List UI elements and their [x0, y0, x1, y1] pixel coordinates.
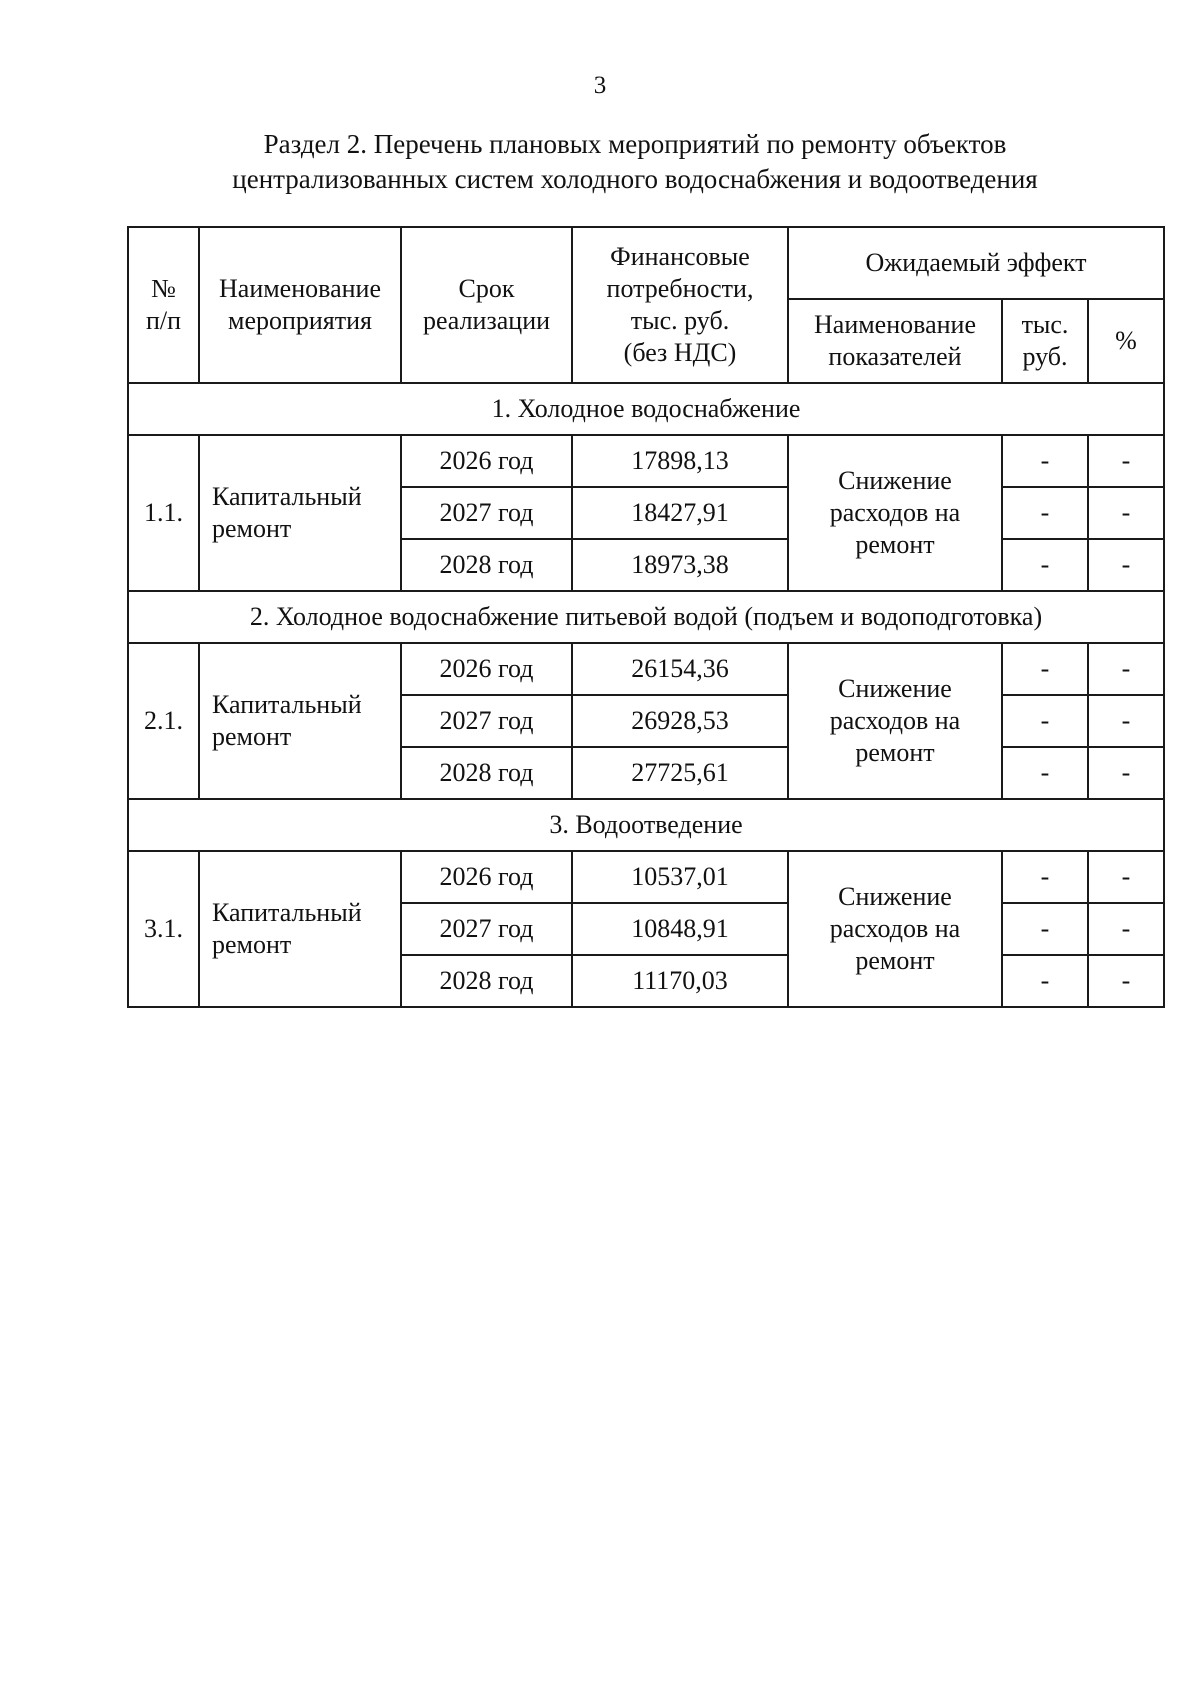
- year-cell: 2027 год: [401, 487, 572, 539]
- effect-cell: [788, 643, 1002, 799]
- item-number: 2.1.: [128, 643, 199, 799]
- section-title-cell: 3. Водоотведение: [128, 799, 1164, 851]
- percent-cell: -: [1088, 539, 1164, 591]
- table-row: [128, 851, 1164, 903]
- header-percent: %: [1088, 299, 1164, 383]
- header-financing-line-2: потребности,: [606, 274, 754, 303]
- amount-cell: 11170,03: [572, 955, 788, 1007]
- year-cell: 2028 год: [401, 955, 572, 1007]
- percent-cell: -: [1088, 643, 1164, 695]
- table-row: [128, 643, 1164, 695]
- thousand-cell: -: [1002, 955, 1088, 1007]
- header-num-line-2: п/п: [145, 306, 182, 335]
- thousand-cell: -: [1002, 903, 1088, 955]
- section-title-cell: 2. Холодное водоснабжение питьевой водой (подъем и водоподготовка): [128, 591, 1164, 643]
- section-row: [128, 799, 1164, 851]
- measures-table: [127, 226, 1165, 1008]
- section-title: [220, 127, 1050, 197]
- amount-cell: 27725,61: [572, 747, 788, 799]
- header-thousand-line-2: руб.: [1022, 342, 1068, 371]
- percent-cell: -: [1088, 851, 1164, 903]
- effect-line-3: ремонт: [855, 530, 935, 559]
- header-num: [128, 227, 199, 383]
- header-indicator-line-2: показателей: [828, 342, 962, 371]
- item-name-line-1: Капитальный: [212, 690, 362, 719]
- year-cell: 2027 год: [401, 903, 572, 955]
- thousand-cell: -: [1002, 851, 1088, 903]
- amount-cell: 10537,01: [572, 851, 788, 903]
- item-name-line-1: Капитальный: [212, 898, 362, 927]
- effect-line-1: Снижение: [838, 882, 952, 911]
- header-term-line-2: реализации: [422, 306, 551, 335]
- item-name-line-1: Капитальный: [212, 482, 362, 511]
- effect-cell: [788, 851, 1002, 1007]
- header-num-line-1: №: [151, 274, 176, 303]
- header-financing: [572, 227, 788, 383]
- item-name: [199, 851, 401, 1007]
- header-thousand-line-1: тыс.: [1021, 310, 1069, 339]
- percent-cell: -: [1088, 747, 1164, 799]
- amount-cell: 26154,36: [572, 643, 788, 695]
- effect-line-2: расходов на: [829, 498, 961, 527]
- section-title-line-2: централизованных систем холодного водоснабжения и водоотведения: [232, 164, 1038, 194]
- section-title-line-1: Раздел 2. Перечень плановых мероприятий по ремонту объектов: [263, 129, 1007, 159]
- item-name: [199, 643, 401, 799]
- header-expected-effect: Ожидаемый эффект: [788, 227, 1164, 299]
- effect-line-3: ремонт: [855, 946, 935, 975]
- thousand-cell: -: [1002, 487, 1088, 539]
- effect-line-1: Снижение: [838, 674, 952, 703]
- item-name-line-2: ремонт: [212, 930, 292, 959]
- percent-cell: -: [1088, 903, 1164, 955]
- thousand-cell: -: [1002, 747, 1088, 799]
- page-number: 3: [593, 72, 607, 99]
- amount-cell: 10848,91: [572, 903, 788, 955]
- year-cell: 2026 год: [401, 851, 572, 903]
- year-cell: 2028 год: [401, 539, 572, 591]
- table-row: [128, 435, 1164, 487]
- header-financing-line-4: (без НДС): [623, 338, 737, 367]
- thousand-cell: -: [1002, 695, 1088, 747]
- header-indicator-name: [788, 299, 1002, 383]
- year-cell: 2026 год: [401, 643, 572, 695]
- effect-line-2: расходов на: [829, 914, 961, 943]
- year-cell: 2026 год: [401, 435, 572, 487]
- section-title-cell: 1. Холодное водоснабжение: [128, 383, 1164, 435]
- effect-line-3: ремонт: [855, 738, 935, 767]
- year-cell: 2027 год: [401, 695, 572, 747]
- effect-cell: [788, 435, 1002, 591]
- thousand-cell: -: [1002, 435, 1088, 487]
- effect-line-2: расходов на: [829, 706, 961, 735]
- header-row-1: [128, 227, 1164, 299]
- item-number: 1.1.: [128, 435, 199, 591]
- header-thousand-rub: [1002, 299, 1088, 383]
- percent-cell: -: [1088, 695, 1164, 747]
- percent-cell: -: [1088, 487, 1164, 539]
- amount-cell: 18427,91: [572, 487, 788, 539]
- amount-cell: 26928,53: [572, 695, 788, 747]
- thousand-cell: -: [1002, 539, 1088, 591]
- item-name-line-2: ремонт: [212, 514, 292, 543]
- header-financing-line-3: тыс. руб.: [630, 306, 730, 335]
- effect-line-1: Снижение: [838, 466, 952, 495]
- section-row: [128, 591, 1164, 643]
- section-row: [128, 383, 1164, 435]
- header-name-line-2: мероприятия: [227, 306, 372, 335]
- header-term-line-1: Срок: [458, 274, 515, 303]
- amount-cell: 18973,38: [572, 539, 788, 591]
- header-name-line-1: Наименование: [219, 274, 381, 303]
- item-number: 3.1.: [128, 851, 199, 1007]
- year-cell: 2028 год: [401, 747, 572, 799]
- header-financing-line-1: Финансовые: [610, 242, 750, 271]
- header-indicator-line-1: Наименование: [814, 310, 976, 339]
- percent-cell: -: [1088, 955, 1164, 1007]
- header-term: [401, 227, 572, 383]
- thousand-cell: -: [1002, 643, 1088, 695]
- header-name: [199, 227, 401, 383]
- percent-cell: -: [1088, 435, 1164, 487]
- amount-cell: 17898,13: [572, 435, 788, 487]
- item-name-line-2: ремонт: [212, 722, 292, 751]
- item-name: [199, 435, 401, 591]
